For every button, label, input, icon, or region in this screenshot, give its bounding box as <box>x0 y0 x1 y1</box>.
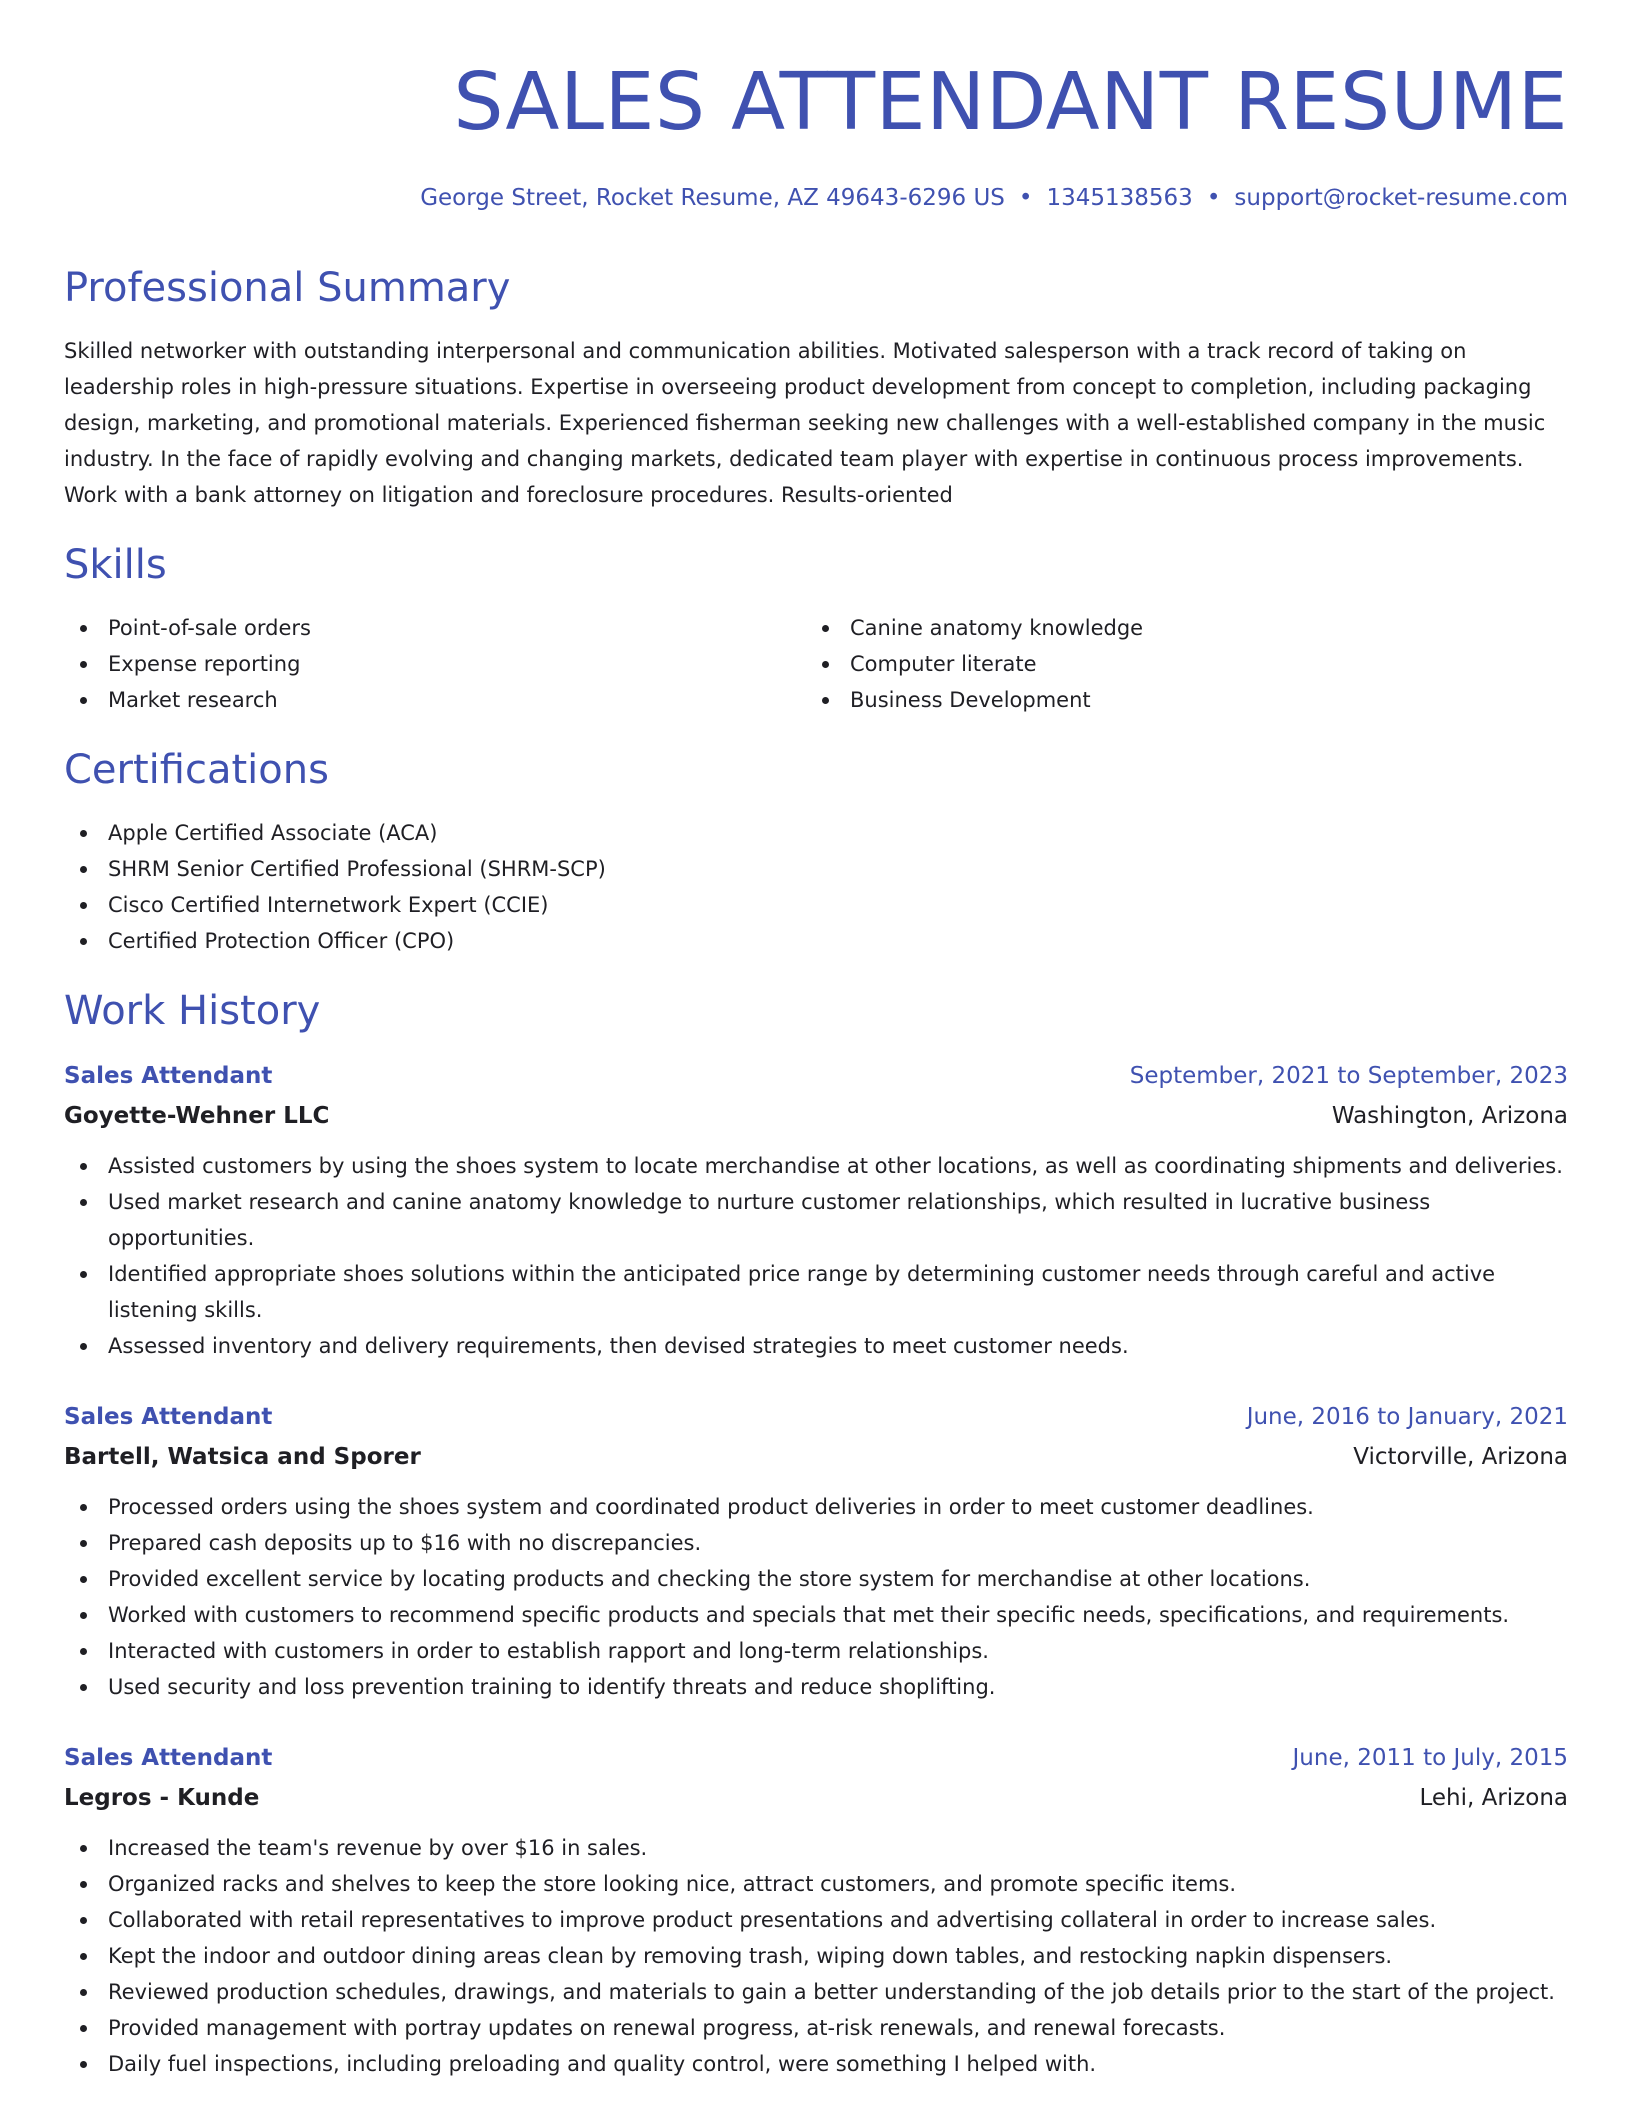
skills-heading: Skills <box>64 542 167 588</box>
skill-item: Point-of-sale orders <box>64 610 806 646</box>
job-title-row <box>64 1397 1568 1437</box>
certifications-section <box>64 742 1568 959</box>
job-duty-item: Worked with customers to recommend specific products and specials that met their specific needs, specifications, and requirements. <box>64 1597 1568 1633</box>
contact-line <box>420 180 1568 216</box>
job-dates: June, 2016 to January, 2021 <box>1246 1404 1568 1430</box>
job-duty-item: Used security and loss prevention training to identify threats and reduce shoplifting. <box>64 1669 1568 1705</box>
job-title: Sales Attendant <box>64 1404 273 1430</box>
skill-item: Computer literate <box>806 646 1548 682</box>
job-duty-item: Assisted customers by using the shoes system to locate merchandise at other locations, as well as coordinating shipments and deliveries. <box>64 1148 1568 1184</box>
skill-item: Market research <box>64 682 806 718</box>
certifications-list <box>64 815 1568 959</box>
summary-text: Skilled networker with outstanding interpersonal and communication abilities. Motivated salesperson with a track record of taking on leadership roles in high-pressure situations. Expertise in overseeing product development from concept to completion, including packaging design, marketing, and promotional materials. Experienced fisherman seeking new challenges with a well-established company in the music industry. In the face of rapidly evolving and changing markets, dedicated team player with expertise in continuous process improvements. Work with a bank attorney on litigation and foreclosure procedures. Results-oriented <box>64 339 1546 507</box>
contact-separator: • <box>1018 185 1033 211</box>
job-company-row <box>64 1096 1568 1136</box>
job-duty-item: Provided excellent service by locating products and checking the store system for merchandise at other locations. <box>64 1561 1568 1597</box>
job-company: Goyette-Wehner LLC <box>64 1103 330 1129</box>
contact-address: George Street, Rocket Resume, AZ 49643-6296 US <box>420 185 1005 211</box>
job-dates: September, 2021 to September, 2023 <box>1129 1063 1568 1089</box>
summary-section <box>64 260 1568 513</box>
skills-list-right <box>806 610 1548 718</box>
job-duty-item: Identified appropriate shoes solutions within the anticipated price range by determining customer needs through careful and active listening skills. <box>64 1256 1568 1328</box>
job-title-row <box>64 1056 1568 1096</box>
job-company: Bartell, Watsica and Sporer <box>64 1444 421 1470</box>
certifications-heading: Certifications <box>64 747 329 793</box>
resume-title: SALES ATTENDANT RESUME <box>453 56 1568 148</box>
job-duty-item: Prepared cash deposits up to $16 with no discrepancies. <box>64 1525 1568 1561</box>
certification-item: SHRM Senior Certified Professional (SHRM-SCP) <box>64 851 1568 887</box>
skills-list-left <box>64 610 806 718</box>
contact-separator: • <box>1206 185 1221 211</box>
job-duties-list <box>64 1830 1568 2082</box>
job-duty-item: Provided management with portray updates on renewal progress, at-risk renewals, and renewal forecasts. <box>64 2010 1568 2046</box>
job-company-row <box>64 1437 1568 1477</box>
job-entry <box>64 1056 1568 1364</box>
skills-section <box>64 537 1568 718</box>
job-duty-item: Assessed inventory and delivery requirements, then devised strategies to meet customer needs. <box>64 1328 1568 1364</box>
job-company: Legros - Kunde <box>64 1785 260 1811</box>
summary-heading: Professional Summary <box>64 265 511 311</box>
job-location: Victorville, Arizona <box>1353 1444 1568 1470</box>
job-entry <box>64 1738 1568 2082</box>
job-duty-item: Reviewed production schedules, drawings, and materials to gain a better understanding of the job details prior to the start of the project. <box>64 1974 1568 2010</box>
job-dates: June, 2011 to July, 2015 <box>1292 1745 1568 1771</box>
work-history-section <box>64 983 1568 2082</box>
job-duties-list <box>64 1148 1568 1364</box>
job-company-row <box>64 1778 1568 1818</box>
certification-item: Cisco Certified Internetwork Expert (CCIE) <box>64 887 1568 923</box>
job-duty-item: Interacted with customers in order to establish rapport and long-term relationships. <box>64 1633 1568 1669</box>
job-duties-list <box>64 1489 1568 1705</box>
job-duty-item: Daily fuel inspections, including preloading and quality control, were something I helped with. <box>64 2046 1568 2082</box>
job-location: Lehi, Arizona <box>1419 1785 1568 1811</box>
contact-phone: 1345138563 <box>1046 185 1193 211</box>
job-title-row <box>64 1738 1568 1778</box>
skill-item: Expense reporting <box>64 646 806 682</box>
skills-grid <box>64 610 1568 718</box>
job-duty-item: Kept the indoor and outdoor dining areas clean by removing trash, wiping down tables, and restocking napkin dispensers. <box>64 1938 1568 1974</box>
job-location: Washington, Arizona <box>1331 1103 1568 1129</box>
job-title: Sales Attendant <box>64 1745 273 1771</box>
skill-item: Canine anatomy knowledge <box>806 610 1548 646</box>
job-title: Sales Attendant <box>64 1063 273 1089</box>
resume-content <box>64 260 1568 2115</box>
job-duty-item: Organized racks and shelves to keep the store looking nice, attract customers, and promote specific items. <box>64 1866 1568 1902</box>
job-duty-item: Increased the team's revenue by over $16 in sales. <box>64 1830 1568 1866</box>
contact-email: support@rocket-resume.com <box>1234 185 1568 211</box>
job-duty-item: Used market research and canine anatomy knowledge to nurture customer relationships, which resulted in lucrative business opportunities. <box>64 1184 1568 1256</box>
certification-item: Certified Protection Officer (CPO) <box>64 923 1568 959</box>
job-duty-item: Processed orders using the shoes system and coordinated product deliveries in order to meet customer deadlines. <box>64 1489 1568 1525</box>
skill-item: Business Development <box>806 682 1548 718</box>
job-entry <box>64 1397 1568 1705</box>
job-duty-item: Collaborated with retail representatives to improve product presentations and advertising collateral in order to increase sales. <box>64 1902 1568 1938</box>
certification-item: Apple Certified Associate (ACA) <box>64 815 1568 851</box>
work-history-heading: Work History <box>64 988 321 1034</box>
